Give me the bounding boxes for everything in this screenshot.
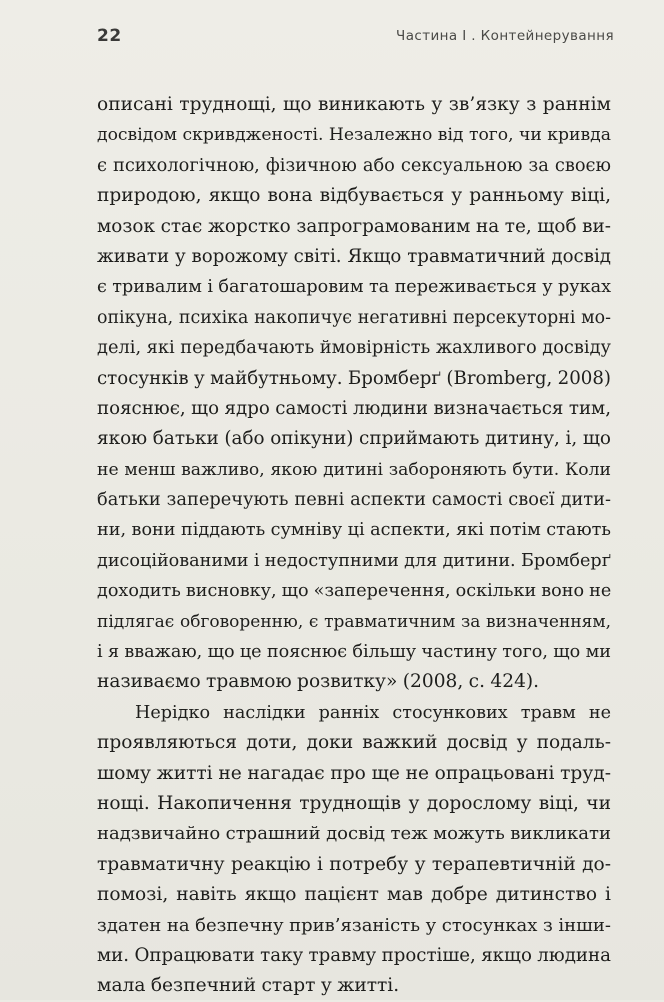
text-line: пояснює, що ядро самості людини визначається тим,	[97, 397, 611, 419]
text-line: не менш важливо, якою дитині забороняють бути. Коли	[97, 459, 611, 480]
text-line: травматичну реакцію і потребу у терапевтичній до-	[97, 853, 611, 875]
text-line: і я вважаю, що це пояснює більшу частину того, що ми	[97, 642, 611, 663]
text-line: мозок стає жорстко запрограмованим на те, щоб ви-	[97, 215, 611, 237]
body-text	[97, 90, 611, 1002]
text-line: шому житті не нагадає про ще не опрацьовані труд-	[97, 762, 611, 784]
text-line: батьки заперечують певні аспекти самості своєї дити-	[97, 489, 611, 511]
text-line: делі, які передбачають ймовірність жахливого досвіду	[97, 337, 611, 359]
text-line: описані труднощі, що виникають у зв’язку з раннім	[97, 94, 611, 115]
text-line: є психологічною, фізичною або сексуальною за своєю	[97, 154, 611, 176]
paragraph-1	[97, 90, 611, 698]
text-line: ни, вони піддають сумніву ці аспекти, які потім стають	[97, 520, 611, 541]
text-line: проявляються доти, доки важкий досвід у подаль-	[97, 732, 611, 754]
text-line: дисоційованими і недоступними для дитини. Бромберґ	[97, 550, 611, 571]
paragraph-2	[97, 698, 611, 1002]
text-line: живати у ворожому світі. Якщо травматичний досвід	[97, 245, 611, 267]
text-line: досвідом скривдженості. Незалежно від того, чи кривда	[97, 125, 611, 146]
page-header	[97, 26, 614, 50]
text-line: доходить висновку, що «заперечення, оскільки воно не	[97, 581, 612, 602]
text-line: нощі. Накопичення труднощів у дорослому віці, чи	[97, 792, 611, 814]
text-line: природою, якщо вона відбувається у ранньому віці,	[97, 185, 611, 207]
text-line: стосунків у майбутньому. Бромберґ (Bromberg, 2008)	[97, 367, 611, 389]
text-line: помозі, навіть якщо пацієнт мав добре дитинство і	[97, 884, 611, 906]
text-line: називаємо травмою розвитку» (2008, с. 424).	[97, 671, 540, 693]
text-line: є тривалим і багатошаровим та переживається у руках	[97, 277, 611, 298]
text-line: надзвичайно страшний досвід теж можуть викликати	[97, 823, 611, 845]
running-head: Частина І . Контейнерування	[396, 28, 614, 44]
text-line: підлягає обговоренню, є травматичним за визначенням,	[97, 611, 611, 632]
text-line: ми. Опрацювати таку травму простіше, якщо людина	[97, 944, 611, 966]
text-line: якою батьки (або опікуни) сприймають дитину, і, що	[97, 428, 611, 450]
page-number: 22	[97, 26, 122, 46]
text-line: Нерідко наслідки ранніх стосункових травм не	[135, 702, 611, 723]
text-line: мала безпечний старт у житті.	[97, 975, 400, 997]
text-line: здатен на безпечну прив’язаність у стосунках з інши-	[97, 914, 611, 936]
text-line: опікуна, психіка накопичує негативні персекуторні мо-	[97, 307, 611, 328]
